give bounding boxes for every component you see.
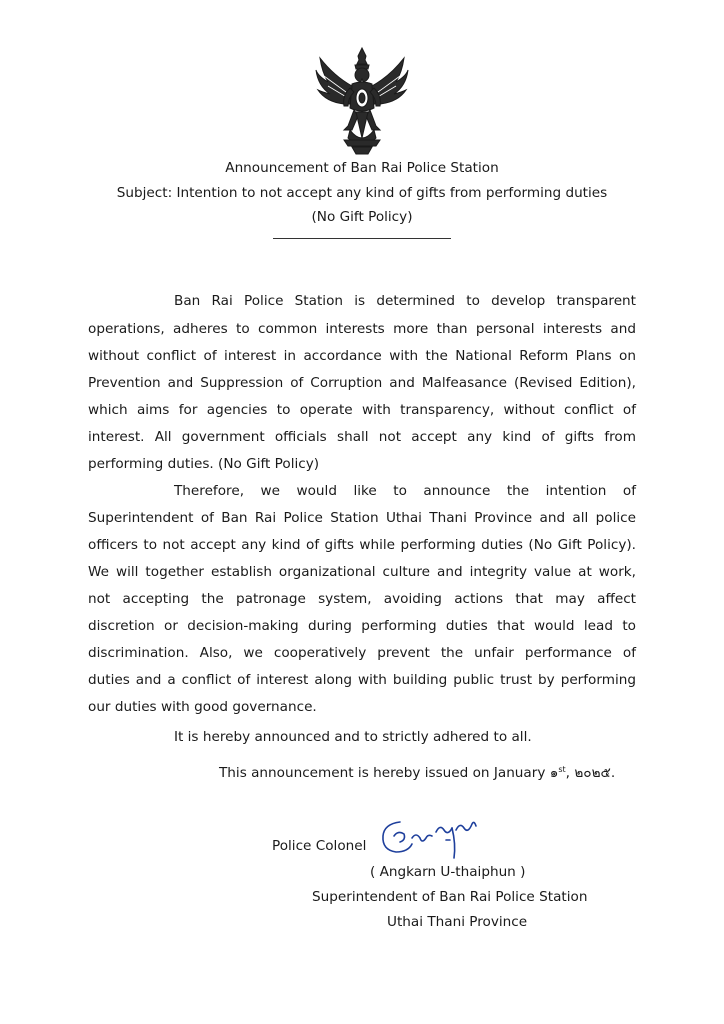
policy-name: (No Gift Policy) [311,209,413,225]
paragraph-2-line: officers to not accept any kind of gifts while performing duties (No Gift Policy). [88,537,636,553]
issue-day: ๑ [549,765,559,781]
signature-icon [378,814,484,862]
announcement-subject: Subject: Intention to not accept any kind of gifts from performing duties [116,185,608,201]
paragraph-1-line: without conflict of interest in accordance with the National Reform Plans on [88,348,636,364]
paragraph-1-line: interest. All government officials shall not accept any kind of gifts from [88,429,636,445]
paragraph-2-line: Superintendent of Ban Rai Police Station Uthai Thani Province and all police [88,510,636,526]
paragraph-1-line: Prevention and Suppression of Corruption and Malfeasance (Revised Edition), [88,375,636,391]
issue-date-prefix: This announcement is hereby issued on January [219,765,550,781]
signatory-rank: Police Colonel [272,838,367,854]
paragraph-2-line: Therefore, we would like to announce the intention of [174,483,636,499]
paragraph-1-line: operations, adheres to common interests more than personal interests and [88,321,636,337]
issue-date [219,761,615,782]
paragraph-2-line: discretion or decision-making during performing duties that would lead to [88,618,636,634]
paragraph-1-line: which aims for agencies to operate with transparency, without conflict of [88,402,636,418]
issue-year: , ๒๐๒๕. [565,765,616,781]
paragraph-2-line: duties and a conflict of interest along with building public trust by performing [88,672,636,688]
announcement-title: Announcement of Ban Rai Police Station [225,160,499,176]
paragraph-1-line: Ban Rai Police Station is determined to develop transparent [174,293,636,309]
paragraph-2-line: not accepting the patronage system, avoiding actions that may affect [88,591,636,607]
paragraph-2-line: our duties with good governance. [88,699,317,715]
paragraph-2-line: discrimination. Also, we cooperatively prevent the unfair performance of [88,645,636,661]
paragraph-1-line: performing duties. (No Gift Policy) [88,456,320,472]
title-divider [273,238,451,240]
paragraph-2-line: We will together establish organizational culture and integrity value at work, [88,564,636,580]
garuda-emblem-icon [314,46,410,156]
closing-statement: It is hereby announced and to strictly adhered to all. [174,729,532,745]
signatory-province: Uthai Thani Province [387,914,528,930]
signatory-position: Superintendent of Ban Rai Police Station [312,889,588,905]
issue-day-suffix: st [558,765,566,774]
signatory-name: ( Angkarn U-thaiphun ) [370,864,526,880]
